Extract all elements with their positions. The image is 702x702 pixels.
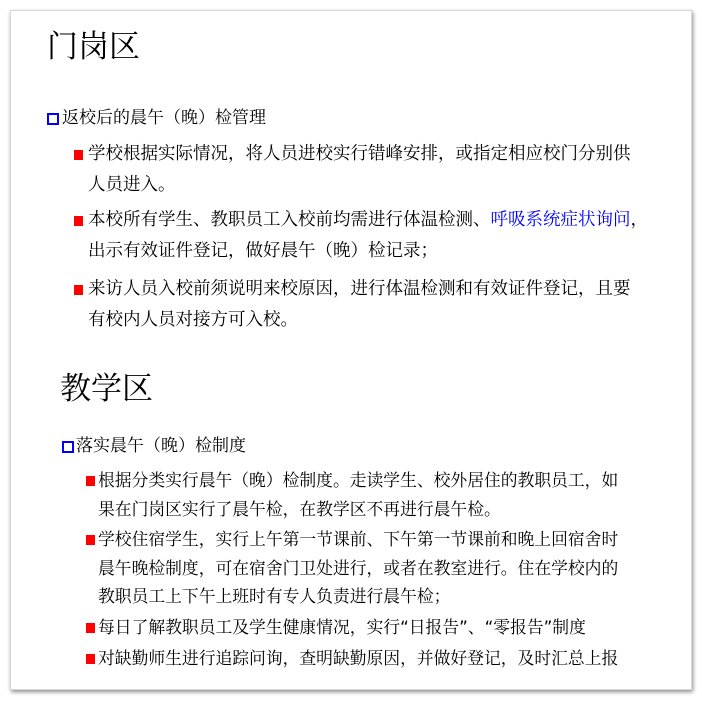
item-line: 学校住宿学生，实行上午第一节课前、下午第一节课前和晚上回宿舍时 [98, 529, 619, 549]
section-heading: 落实晨午（晚）检制度 [76, 436, 246, 456]
item-line: 对缺勤师生进行追踪问询，查明缺勤原因，并做好登记，及时汇总上报 [98, 648, 619, 668]
section-title-gate: 门岗区 [47, 29, 140, 65]
item-line: 有校内人员对接方可入校。 [88, 310, 298, 330]
item-line [88, 212, 648, 230]
square-bullet-icon [86, 654, 95, 664]
section-title-teaching: 教学区 [60, 371, 153, 407]
item-text: 本校所有学生、教职员工入校前均需进行体温检测、 [88, 210, 491, 230]
item-line: 教职员工上下午上班时有专人负责进行晨午检； [98, 586, 451, 606]
item-line: 果在门岗区实行了晨午检，在教学区不再进行晨午检。 [98, 499, 501, 519]
item-line: 来访人员入校前须说明来校原因，进行体温检测和有效证件登记，且要 [88, 279, 631, 299]
section-heading: 返校后的晨午（晚）检管理 [62, 108, 266, 128]
square-bullet-icon [47, 113, 59, 125]
item-text: ， [630, 210, 648, 230]
square-bullet-icon [62, 441, 74, 453]
highlighted-text: 呼吸系统症状询问 [490, 210, 631, 230]
square-bullet-icon [86, 476, 95, 486]
item-line: 根据分类实行晨午（晚）检制度。走读学生、校外居住的教职员工，如 [98, 470, 619, 490]
square-bullet-icon [74, 150, 83, 160]
item-line: 人员进入。 [88, 175, 176, 195]
item-line: 晨午晚检制度，可在宿舍门卫处进行，或者在教室进行。住在学校内的 [98, 558, 619, 578]
square-bullet-icon [86, 623, 95, 633]
item-line: 学校根据实际情况，将人员进校实行错峰安排，或指定相应校门分别供 [88, 144, 631, 164]
square-bullet-icon [74, 285, 83, 295]
square-bullet-icon [74, 216, 83, 226]
item-line: 每日了解教职员工及学生健康情况，实行“日报告”、“零报告”制度 [98, 617, 586, 637]
square-bullet-icon [86, 535, 95, 545]
item-line: 出示有效证件登记，做好晨午（晚）检记录； [88, 241, 438, 261]
